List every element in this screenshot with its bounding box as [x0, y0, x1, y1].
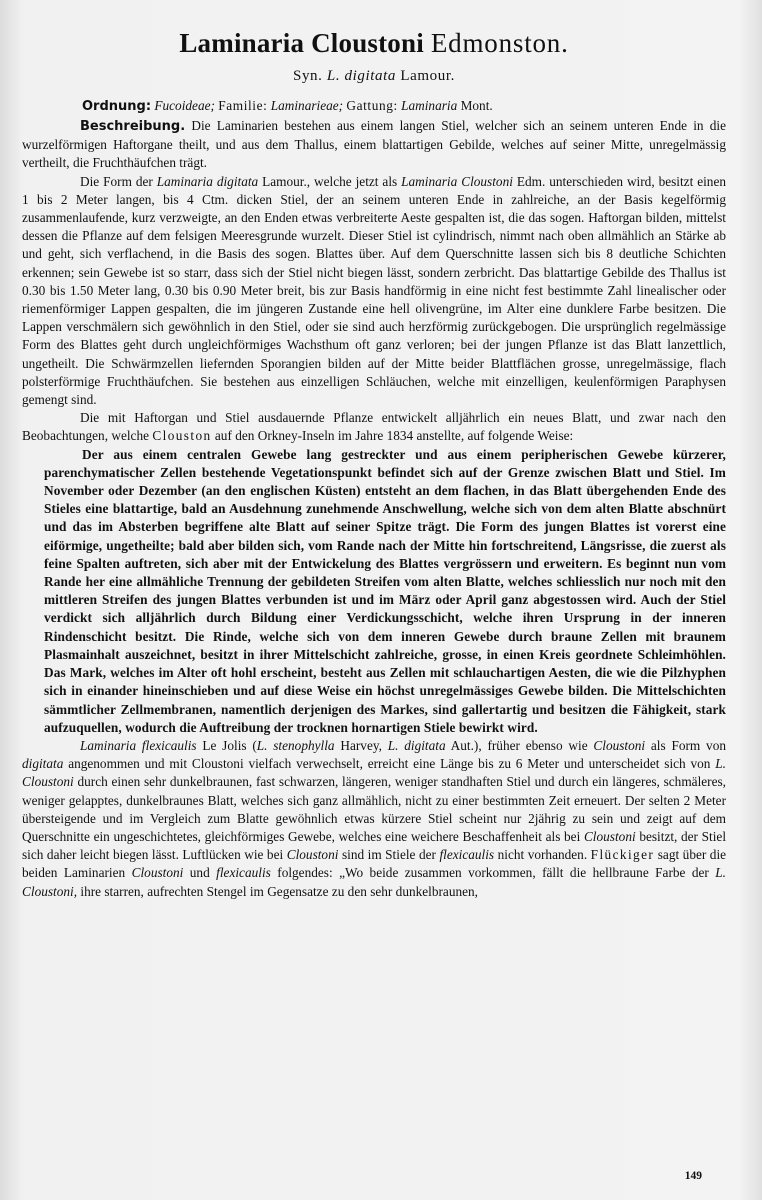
synonym-name: L. digitata [326, 68, 396, 84]
text-run: Die mit Haftorgan und Stiel ausdauernde Pflanze entwickelt alljährlich ein neues Blatt, und zwar nach den Beobachtungen, welche [22, 410, 726, 444]
genus-label: Gattung: [346, 98, 398, 113]
order-value: Fucoideae; [154, 98, 215, 113]
text-run: folgendes: „Wo beide zusammen vorkommen, fällt die hellbraune Farbe der [277, 865, 709, 881]
paragraph-annual-leaf [22, 409, 726, 445]
article-body [22, 117, 726, 901]
person-name: Clouston [152, 428, 212, 444]
species-name: L. stenophylla [256, 737, 335, 753]
species-name: Cloustoni [286, 847, 339, 863]
title-author: Edmonston. [430, 28, 569, 58]
synonym-line [22, 66, 726, 86]
text-run: sind im Stiele der [341, 847, 436, 863]
text-run: besitzt, der Stiel sich daher leicht biegen lässt. Luftlücken wie bei [22, 828, 727, 863]
species-name: L. digitata [387, 737, 446, 753]
species-name: L. Cloustoni, [22, 865, 727, 899]
species-name: Laminaria Cloustoni [401, 173, 513, 189]
quote-paragraph: Der aus einem centralen Gewebe lang gestreckter und aus einem peripherischen Gewebe kürzerer, parenchymatischer Zellen bestehende Vegetationspunkt befindet sich auf der Grenze zwischen Blatt und Stiel. Im November oder Dezember (an den englischen Küsten) entsteht an dem flachen, in das Blatt übergehenden Ende des Stieles eine blattartige, bald an Ausdehnung zunehmende Anschwellung, welche sich von dem alten Blatte abschnürt und das im Absterben begriffene alte Blatt auf seiner Spitze trägt. Die Form des jungen Blattes ist vorerst eine eiförmige, ungetheilte; bald aber bilden sich, vom Rande nach der Mitte hin fortschreitend, Längsrisse, die zuerst als feine Spalten auftreten, sich aber mit der Entwickelung des Blattes vergrössern und erweitern. Es beginnt nun vom Rande her eine allmähliche Trennung der gebildeten Streifen vom alten Blatte, welches schliesslich nur noch mit den mittleren Streifen des jungen Blattes verbunden ist und im März oder April ganz abgestossen wird. Auch der Stiel verdickt sich alljährlich durch Bildung einer Verdickungsschicht, welche ihren Ursprung in der inneren Rindenschicht besitzt. Die Rinde, welche sich von dem inneren Gewebe durch braune Zellen mit braunem Plasmainhalt auszeichnet, besitzt in ihrer Mittelschicht zahlreiche, grosse, in einen Kreis geordnete Schleimhöhlen. Das Mark, welches im Alter oft hohl erscheint, besteht aus Zellen mit schlauchartigen Aesten, die wie die Pilzhyphen sich in einander hineinschieben und auf diese Weise ein höchst unregelmässiges Gewebe bilden. Die Mittelschichten sämmtlicher Zellmembranen, namentlich derjenigen des Markes, sind gallertartig und besitzen die Fähigkeit, stark aufzuquellen, wodurch die Auftreibung der trocknen hornartigen Stiele bewirkt wird. [44, 446, 726, 735]
text-run: sagt über die beiden Laminarien [22, 847, 727, 881]
species-name: Laminaria flexicaulis [80, 737, 197, 753]
order-label: Ordnung: [82, 99, 152, 114]
description-label: Beschreibung. [80, 119, 186, 134]
family-label: Familie: [218, 98, 268, 113]
species-name: digitata [22, 756, 64, 772]
text-run: angenommen und mit Cloustoni vielfach verwechselt, erreicht eine Länge bis zu 6 Meter und unterscheidet sich von [68, 756, 711, 772]
paragraph-description [22, 117, 726, 173]
text-run: nicht vorhanden. [497, 847, 588, 863]
species-name: flexicaulis [439, 847, 495, 863]
paragraph-stem-form [22, 173, 726, 410]
species-name: Laminaria digitata [156, 173, 259, 189]
text-run: durch einen sehr dunkelbraunen, fast schwarzen, längeren, weniger standhaften Stiel und durch ein längeres, schmäleres, weniger gelapptes, dunkelbraunes Blatt, welches sich ganz allmählich, nicht zu einer bestimmten Zeit erneuert. Der selten 2 Meter übersteigende und im Vergleich zum Blatte gewöhnlich etwas kürzere Stiel scheint nur 2jährig zu sein und zeigt auf dem Querschnitte ein ungeschichtetes, gleichförmiges Gewebe, welches eine weichere Beschaffenheit als bei [22, 774, 726, 844]
text-run: Die Form der [80, 173, 153, 189]
page-number: 149 [684, 1170, 702, 1182]
text-run: Edm. unterschieden wird, besitzt einen 1 bis 2 Meter langen, bis 4 Ctm. dicken Stiel, der an seinem unteren Ende in zahlreiche, an der Basis kegelförmig zusammenlaufende, kurz verzweigte, an den Enden etwas verbreiterte Aeste gespalten ist, die das sogen. Haftorgan bilden, mittelst dessen die Pflanze auf dem felsigen Meeresgrunde wurzelt. Dieser Stiel ist cylindrisch, nimmt nach oben allmählich an Stärke ab und geht, sich verflachend, in die Basis des sogen. Blattes über. Auf dem Querschnitte lassen sich bis 8 deutliche Schichten erkennen; sein Gewebe ist so starr, dass sich der Stiel nicht biegen lässt, sondern zerbricht. Das blattartige Gebilde des Thallus ist 0.30 bis 1.50 Meter lang, 0.30 bis 0.90 Meter breit, bis zur Basis handförmig in eine nicht fest bestimmte Zahl linealischer oder riemenförmiger Lappen gespalten, die im jüngeren Zustande eine hell olivengrüne, im Alter eine dunklere Farbe besitzen. Die Lappen verschmälern sich gewöhnlich in den Stiel, oder sie sind auch herzförmig zurückgebogen. Die ursprünglich regelmässige Form des Blattes geht durch ungleichförmiges Wachsthum oft ganz verloren; bei der jungen Pflanze ist das Blatt lanzettlich, ungetheilt. Die Schwärmzellen liefernden Sporangien bilden auf der Mitte beider Blattflächen grosse, unregelmässige, flach polsterförmige Fruchthäufchen. Sie bestehen aus einzelligen Schläuchen, welche mit einzelligen, keulenförmigen Paraphysen gemengt sind. [22, 173, 726, 408]
species-name: Cloustoni [131, 865, 184, 881]
text-run: auf den Orkney-Inseln im Jahre 1834 anstellte, auf folgende Weise: [214, 428, 574, 444]
synonym-author: Lamour. [400, 68, 455, 84]
text-run: und [189, 865, 210, 881]
paragraph-text: Die Laminarien bestehen aus einem langen Stiel, welcher sich an seinem unteren Ende in die wurzelförmigen Haftorgane theilt, und aus dem Thallus, einem blattartigen Gebilde, welches auf seiner Mitte, unregelmässig vertheilt, die Fruchthäufchen trägt. [22, 118, 726, 171]
page-title [22, 26, 726, 60]
classification-line [82, 96, 726, 117]
paragraph-flexicaulis [22, 737, 726, 901]
family-value: Laminarieae; [270, 98, 344, 113]
text-run: Lamour., welche jetzt als [262, 173, 398, 189]
species-name: Cloustoni [583, 828, 636, 844]
species-name: L. Cloustoni [22, 756, 726, 790]
text-run: Aut.), früher ebenso wie [450, 737, 588, 753]
text-run: ihre starren, aufrechten Stengel im Gegensatze zu den sehr dunkelbraunen, [80, 883, 479, 899]
quoted-observation [44, 446, 726, 737]
text-run: Le Jolis ( [202, 737, 257, 753]
genus-author: Mont. [460, 98, 493, 113]
genus-value: Laminaria [401, 98, 458, 113]
text-run: als Form von [650, 737, 726, 753]
species-name: Cloustoni [593, 737, 646, 753]
person-name: Flückiger [590, 847, 655, 863]
title-species-name: Laminaria Cloustoni [179, 28, 424, 58]
text-run: Harvey, [340, 737, 382, 753]
species-name: flexicaulis [216, 865, 271, 881]
synonym-prefix: Syn. [293, 68, 323, 84]
